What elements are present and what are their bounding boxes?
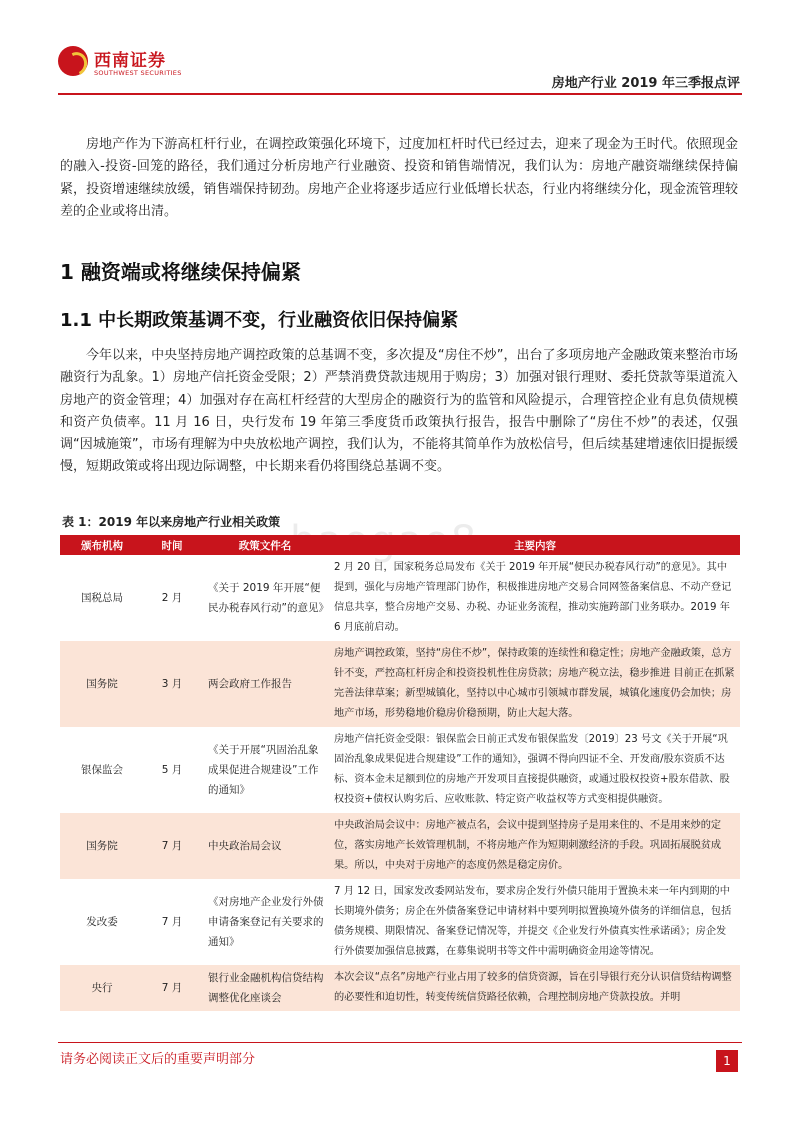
cell-org: 国税总局 [81, 592, 123, 604]
cell-org: 央行 [60, 965, 144, 1011]
cell-doc: 银行业金融机构信贷结构调整优化座谈会 [200, 965, 330, 1011]
intro-paragraph: 房地产作为下游高杠杆行业，在调控政策强化环境下，过度加杠杆时代已经过去，迎来了现金为王时代。依照现金的融入-投资-回笼的路径，我们通过分析房地产行业融资、投资和销售端情况，我们认为：房地产融资端继续保持偏紧，投资增速继续放缓，销售端保持韧劲。房地产企业将逐步适应行业低增长状态，行业内将继续分化，现金流管理较差的企业或将出清。 [60, 137, 738, 219]
cell-time: 7 月 [144, 965, 200, 1011]
header-time: 时间 [144, 535, 200, 555]
cell-org: 发改委 [86, 916, 118, 928]
cell-time: 5 月 [161, 764, 183, 776]
table-row [60, 965, 740, 1011]
table-row [60, 813, 740, 879]
logo-emblem-icon [58, 46, 88, 76]
footer-notice: 请务必阅读正文后的重要声明部分 [60, 1052, 256, 1067]
table-row [60, 641, 740, 727]
cell-time: 7 月 [161, 916, 183, 928]
cell-org: 银保监会 [81, 764, 123, 776]
cell-org: 国务院 [60, 813, 144, 879]
table-row [60, 879, 740, 965]
logo-en-text: SOUTHWEST SECURITIES [94, 69, 182, 77]
table-row [60, 555, 740, 641]
cell-doc: 《对房地产企业发行外债申请备案登记有关要求的通知》 [208, 896, 324, 948]
cell-doc: 两会政府工作报告 [200, 641, 330, 727]
report-title: 房地产行业 2019 年三季报点评 [551, 76, 740, 91]
cell-content: 房地产信托资金受限：银保监会日前正式发布银保监发〔2019〕23 号文《关于开展“巩固治乱象成果促进合规建设”工作的通知》，强调不得向四证不全、开发商/股东资质不达标、资本金未足额到位的房地产开发项目直接提供融资，或通过股权投资+股东借款、股权投资+债权认购劣后、应收账款、特定资产收益权等方式变相提供融资。 [334, 734, 730, 805]
logo-cn-text: 西南证券 [94, 51, 166, 71]
cell-content: 2 月 20 日，国家税务总局发布《关于 2019 年开展“便民办税春风行动”的意见》。其中提到，强化与房地产管理部门协作，积极推进房地产交易合同网签备案信息、不动产登记信息共享，整合房地产交易、办税、办证业务流程，推动实施跨部门业务联办。2019 年 6 月底前启动。 [334, 562, 732, 633]
header-divider [58, 93, 742, 95]
table-row [60, 727, 740, 813]
section-1-1-heading: 1.1 中长期政策基调不变，行业融资依旧保持偏紧 [60, 310, 459, 331]
cell-time: 7 月 [144, 813, 200, 879]
cell-content: 本次会议“点名”房地产行业占用了较多的信贷资源，旨在引导银行充分认识信贷结构调整的必要性和迫切性，转变传统信贷路径依赖，合理控制房地产贷款投放。并明 [330, 965, 740, 1011]
table-caption: 表 1：2019 年以来房地产行业相关政策 [62, 515, 281, 529]
cell-doc: 《关于开展“巩固治乱象成果促进合规建设”工作的通知》 [208, 744, 319, 796]
cell-time: 2 月 [161, 592, 183, 604]
header-doc: 政策文件名 [200, 535, 330, 555]
section-1-1-paragraph: 今年以来，中央坚持房地产调控政策的总基调不变，多次提及“房住不炒”，出台了多项房地产金融政策来整治市场融资行为乱象。1）房地产信托资金受限；2）严禁消费贷款违规用于购房；3）加强对银行理财、委托贷款等渠道流入房地产的资金管理；4）加强对存在高杠杆经营的大型房企的融资行为的监管和风险提示，合理管控企业有息负债规模和资产负债率。11 月 16 日，央行发布 19 年第三季度货币政策执行报告，报告中删除了“房住不炒”的表述，仅强调“因城施策”，市场有理解为中央放松地产调控，我们认为，不能将其简单作为放松信号，但后续基建增速依旧提振缓慢，短期政策或将出现边际调整，中长期来看仍将围绕总基调不变。 [60, 348, 738, 475]
cell-content: 房地产调控政策，坚持“房住不炒”，保持政策的连续性和稳定性；房地产金融政策，总方针不变，严控高杠杆房企和投资投机性住房贷款；房地产税立法，稳步推进 目前正在抓紧完善法律草案；新型城镇化，坚持以中心城市引领城市群发展，城镇化速度仍会加快；房地产市场，形势稳地价稳房价稳预期，防止大起大落。 [330, 641, 740, 727]
company-logo [58, 42, 218, 84]
cell-doc: 中央政治局会议 [200, 813, 330, 879]
cell-content: 中央政治局会议中：房地产被点名，会议中提到坚持房子是用来住的、不是用来炒的定位，落实房地产长效管理机制，不将房地产作为短期刺激经济的手段。巩固拓展脱贫成果。所以，中央对于房地产的态度仍然是稳定房价。 [330, 813, 740, 879]
cell-doc: 《关于 2019 年开展“便民办税春风行动”的意见》 [208, 582, 329, 614]
cell-org: 国务院 [60, 641, 144, 727]
table-header-row [60, 535, 740, 555]
cell-time: 3 月 [144, 641, 200, 727]
header-content: 主要内容 [330, 535, 740, 555]
section-1-heading: 1 融资端或将继续保持偏紧 [60, 260, 301, 284]
page-number: 1 [716, 1050, 738, 1072]
header-org: 颁布机构 [60, 535, 144, 555]
footer-divider [58, 1042, 742, 1043]
policy-table [60, 535, 740, 1011]
cell-content: 7 月 12 日，国家发改委网站发布，要求房企发行外债只能用于置换未来一年内到期的中长期境外债务；房企在外债备案登记申请材料中要列明拟置换境外债务的详细信息，包括债务规模、期限情况、备案登记情况等，并提交《企业发行外债真实性承诺函》；房企发行外债要加强信息披露，在募集说明书等文件中需明确资金用途等情况。 [334, 886, 732, 957]
